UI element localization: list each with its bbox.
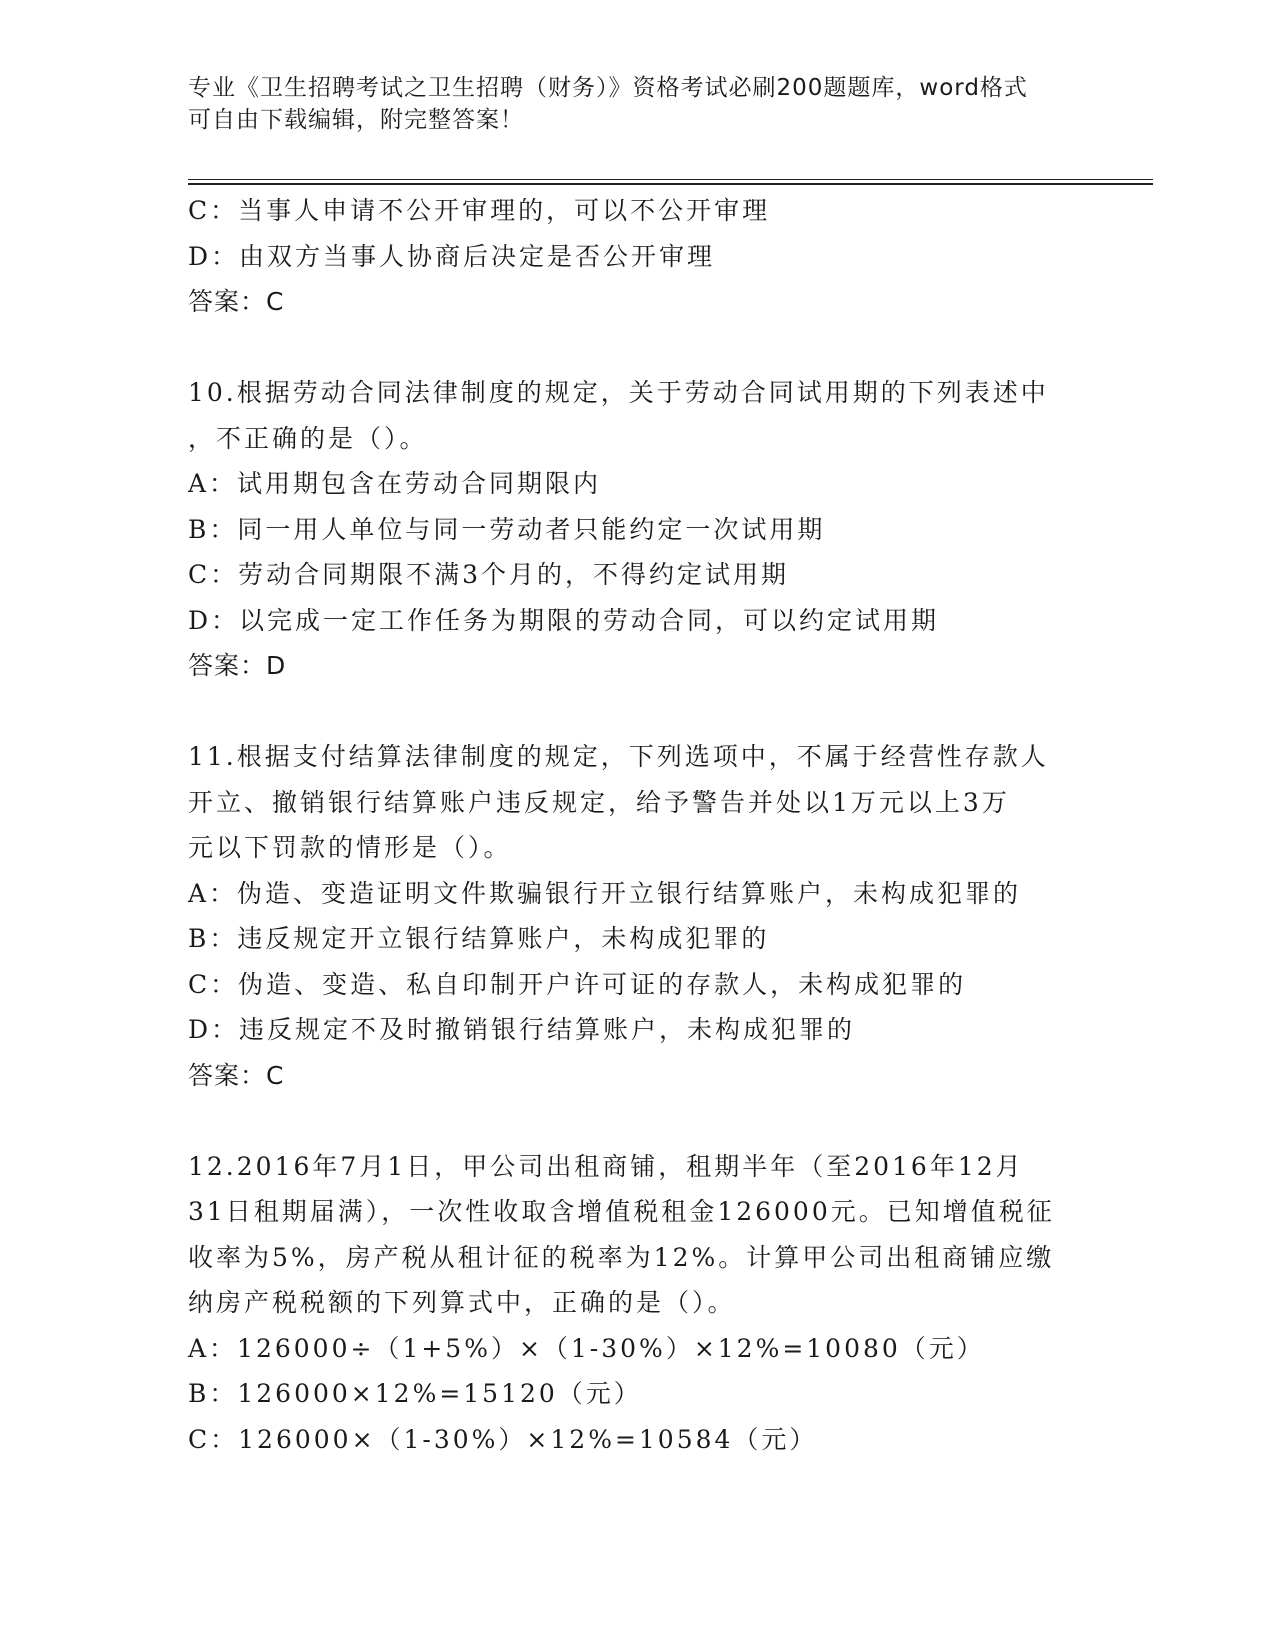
- option-a: A：126000÷（1+5%）×（1-30%）×12%=10080（元）: [188, 1333, 985, 1363]
- option-b: B：同一用人单位与同一劳动者只能约定一次试用期: [188, 514, 826, 544]
- option-d: D：由双方当事人协商后决定是否公开审理: [188, 241, 716, 271]
- option-c: C：劳动合同期限不满3个月的，不得约定试用期: [188, 560, 790, 589]
- document-header: [188, 72, 1088, 136]
- question-stem-line: 纳房产税税额的下列算式中，正确的是（）。: [188, 1288, 736, 1317]
- option-b: B：126000×12%=15120（元）: [188, 1379, 642, 1408]
- question-stem-line: 31日租期届满），一次性收取含增值税租金126000元。已知增值税征: [188, 1197, 1055, 1226]
- question-stem-line: 10.根据劳动合同法律制度的规定，关于劳动合同试用期的下列表述中: [188, 378, 1049, 407]
- question-stem-line: 12.2016年7月1日，甲公司出租商铺，租期半年（至2016年12月: [188, 1151, 1024, 1181]
- document-body: [188, 188, 1108, 1462]
- answer: 答案：C: [188, 1060, 285, 1090]
- header-line-2: 可自由下载编辑，附完整答案！: [188, 107, 524, 133]
- spacer: [188, 689, 1108, 735]
- option-c: C：当事人申请不公开审理的，可以不公开审理: [188, 196, 771, 225]
- option-c: C：126000×（1-30%）×12%=10584（元）: [188, 1424, 818, 1454]
- spacer: [188, 1098, 1108, 1144]
- question-10: [188, 370, 1108, 689]
- question-stem-line: 11.根据支付结算法律制度的规定，下列选项中，不属于经营性存款人: [188, 742, 1049, 771]
- question-stem-line: ，不正确的是（）。: [188, 423, 428, 453]
- option-d: D：违反规定不及时撤销银行结算账户，未构成犯罪的: [188, 1015, 856, 1044]
- header-rule-thick: [188, 183, 1153, 185]
- option-a: A：伪造、变造证明文件欺骗银行开立银行结算账户，未构成犯罪的: [188, 878, 1022, 908]
- question-11: [188, 734, 1108, 1098]
- question-stem-line: 元以下罚款的情形是（）。: [188, 833, 512, 862]
- question-9: [188, 188, 1108, 325]
- header-rule-thin: [188, 179, 1153, 180]
- spacer: [188, 325, 1108, 371]
- header-line-1: 专业《卫生招聘考试之卫生招聘（财务）》资格考试必刷200题题库，word格式: [188, 75, 1028, 101]
- option-b: B：违反规定开立银行结算账户，未构成犯罪的: [188, 924, 770, 953]
- answer: 答案：C: [188, 287, 285, 316]
- option-d: D：以完成一定工作任务为期限的劳动合同，可以约定试用期: [188, 605, 940, 635]
- option-a: A：试用期包含在劳动合同期限内: [188, 469, 602, 498]
- question-12: [188, 1144, 1108, 1463]
- option-c: C：伪造、变造、私自印制开户许可证的存款人，未构成犯罪的: [188, 969, 967, 999]
- question-stem-line: 收率为5%，房产税从租计征的税率为12%。计算甲公司出租商铺应缴: [188, 1242, 1055, 1272]
- answer: 答案：D: [188, 651, 287, 680]
- question-stem-line: 开立、撤销银行结算账户违反规定，给予警告并处以1万元以上3万: [188, 787, 1010, 817]
